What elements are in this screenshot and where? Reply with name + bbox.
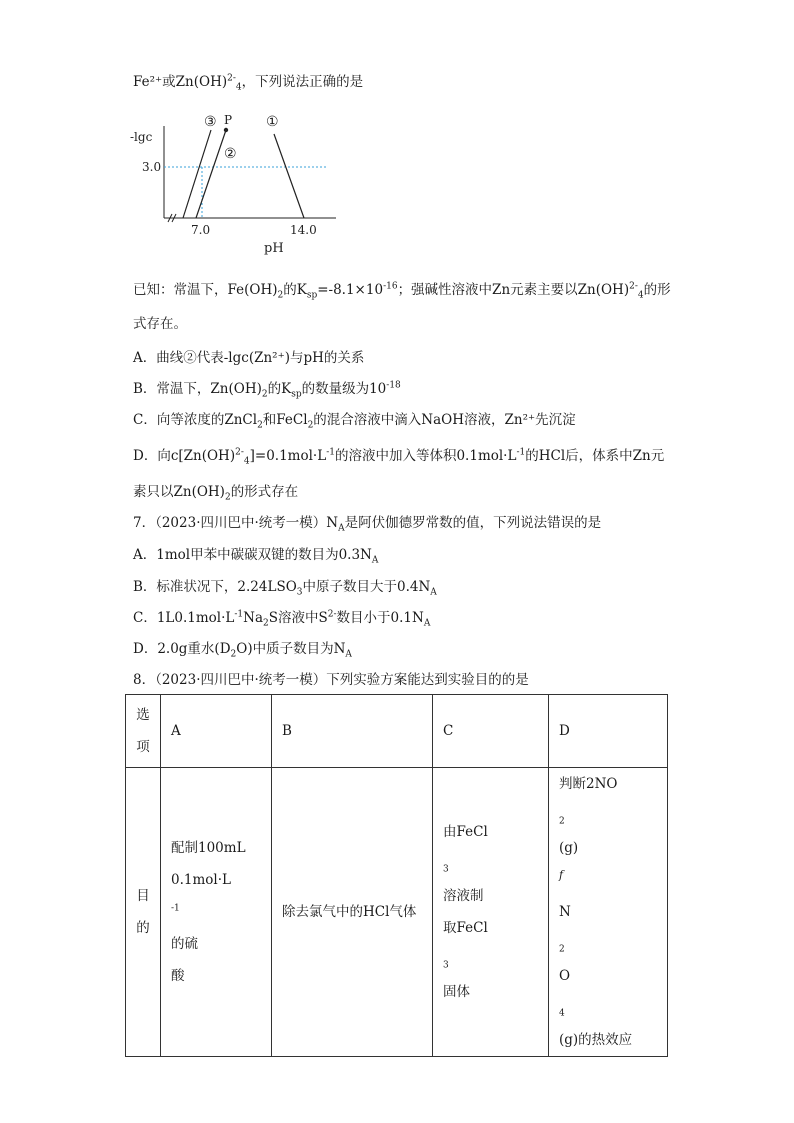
purpose-d-1: [559, 768, 657, 896]
purpose-d-2-post: (g)的热效应: [559, 1032, 633, 1048]
q6-option-c: [133, 410, 576, 430]
purpose-c-1-sub: 3: [443, 864, 449, 875]
q6c-sub-2: 2: [307, 420, 314, 431]
q6b-1: B．常温下，Zn(OH): [133, 381, 262, 397]
purpose-c-2-pre: 取FeCl: [443, 920, 488, 936]
purpose-d-1-pre: 判断2NO: [559, 776, 618, 792]
q7d-1: D．2.0g重水(D: [133, 641, 231, 657]
intro-line: [133, 72, 363, 92]
q6b-sup: -18: [386, 380, 401, 391]
q6d-sup-2: -1: [326, 447, 335, 458]
purpose-label-1: 目: [136, 888, 150, 904]
q7c-sup-1: -1: [234, 609, 244, 620]
q7c-sub-1: 2: [263, 618, 269, 629]
point-p-marker: [224, 128, 228, 132]
purpose-a-2-text: 0.1mol·L: [171, 872, 231, 888]
x-tick-14: 14.0: [290, 223, 317, 237]
purpose-a-3: 酸: [171, 968, 185, 984]
purpose-d-2-pre: N: [559, 904, 571, 920]
purpose-d-2: [559, 896, 657, 1056]
purpose-d-1-post: (g): [559, 840, 579, 856]
known-sup-1: -16: [383, 281, 398, 292]
q7c-1: C．1L0.1mol·L: [133, 610, 235, 626]
q6b-sub-2: sp: [291, 389, 302, 400]
q6-option-b: [133, 379, 401, 399]
purpose-c-1-pre: 由FeCl: [443, 824, 488, 840]
q6d-sub-1: 4: [243, 456, 250, 467]
q7-stem-sub: A: [338, 523, 345, 534]
q6d-sup-1: 2-: [235, 447, 244, 458]
q7d-sub-2: A: [345, 649, 352, 660]
purpose-d-1-sub: 2: [559, 816, 565, 827]
q7-stem-1: 7．（2023·四川巴中·统考一模）N: [133, 515, 339, 531]
q6-option-a: [133, 348, 364, 368]
q6c-2: 和FeCl: [262, 412, 308, 428]
intro-tail: ，下列说法正确的是: [241, 74, 364, 90]
intro-sup: 2-: [227, 73, 236, 84]
q7c-sub-2: A: [423, 618, 431, 629]
q6b-2: 的K: [267, 381, 292, 397]
x-tick-7: 7.0: [191, 223, 211, 237]
purpose-a-2-sup: -1: [171, 903, 180, 914]
purpose-c-2-post: 固体: [443, 984, 470, 1000]
q6d-sup-3: -1: [516, 447, 526, 458]
q6d-2: ]=0.1mol·L: [249, 448, 327, 464]
ph-concentration-figure: [128, 108, 348, 258]
purpose-b-cell: 除去氯气中的HCl气体: [272, 768, 433, 1057]
purpose-label-2: 的: [136, 920, 150, 936]
header-option-2: 项: [136, 739, 150, 755]
q7c-2: Na: [243, 610, 264, 626]
purpose-d-cell: [549, 768, 668, 1057]
y-axis-label: -lgc: [130, 130, 153, 144]
q8-stem: [133, 670, 529, 690]
known-line-2: [133, 314, 187, 334]
q7a-1: A．1mol甲苯中碳碳双键的数目为0.3N: [133, 547, 372, 563]
q7c-4: 数目小于0.1N: [336, 610, 424, 626]
purpose-d-2-mid: O: [559, 968, 571, 984]
q7-stem: [133, 513, 601, 533]
purpose-a-2-post: 的硫: [171, 936, 198, 952]
q7c-sup-2: 2-: [327, 609, 337, 620]
intro-lead: Fe²⁺或Zn(OH): [133, 74, 228, 90]
curve-1-line: [274, 134, 304, 218]
known-text-2: 的K: [283, 282, 307, 298]
purpose-a-cell: [161, 768, 272, 1057]
q7b-1: B．标准状况下，2.24LSO: [133, 579, 297, 595]
q8-options-table: [125, 694, 668, 1057]
q7-option-c: [133, 608, 430, 628]
known-text-1: 已知：常温下，Fe(OH): [133, 282, 278, 298]
purpose-c-2-sub: 3: [443, 960, 449, 971]
q6b-3: 的数量级为10: [301, 381, 387, 397]
purpose-c-1-post: 溶液制: [443, 888, 484, 904]
q7-option-d: [133, 639, 352, 659]
header-c: C: [433, 695, 549, 768]
curve-3-label: ③: [204, 114, 217, 130]
q6-option-d: [133, 446, 664, 466]
purpose-a-1: 配制100mL: [171, 840, 246, 856]
known-sub-2: sp: [306, 290, 318, 301]
q6c-3: 的混合溶液中滴入NaOH溶液，Zn²⁺先沉淀: [313, 412, 576, 428]
known-sub-3: 4: [637, 290, 644, 301]
q6c-sub-1: 2: [257, 420, 263, 431]
known-text-4: ；强碱性溶液中Zn元素主要以Zn(OH): [397, 282, 630, 298]
q7-option-b: [133, 577, 437, 597]
purpose-a-2: [171, 864, 261, 960]
q7b-2: 中原子数目大于0.4N: [302, 579, 431, 595]
purpose-c-1: [443, 816, 538, 912]
known-text-3: =-8.1×10: [317, 282, 384, 298]
q8-stem-text: 8．（2023·四川巴中·统考一模）下列实验方案能达到实验目的的是: [133, 672, 529, 688]
purpose-d-2-sub2: 4: [559, 1008, 565, 1019]
header-a: A: [161, 695, 272, 768]
q7b-sub-1: 3: [296, 587, 303, 598]
known-text-5: 的形: [643, 282, 671, 298]
curve-2-line: [196, 130, 226, 218]
curve-2-label: ②: [224, 146, 237, 162]
q6d-l2-1: 素只以Zn(OH): [133, 484, 225, 500]
purpose-label-cell: [126, 768, 161, 1057]
y-tick-3: 3.0: [142, 160, 162, 174]
header-d: D: [549, 695, 668, 768]
curve-1-label: ①: [266, 114, 279, 130]
q6d-l2-sub: 2: [224, 492, 231, 503]
q6c-1: C．向等浓度的ZnCl: [133, 412, 258, 428]
q6d-1: D．向c[Zn(OH): [133, 448, 236, 464]
q7d-2: O)中质子数目为N: [236, 641, 346, 657]
known-sub-1: 2: [277, 290, 284, 301]
q6d-4: 的HCl后，体系中Zn元: [525, 448, 665, 464]
curve-3-line: [183, 130, 211, 218]
intro-sub: 4: [235, 82, 242, 93]
q6b-sub-1: 2: [261, 389, 268, 400]
q6d-3: 的溶液中加入等体积0.1mol·L: [334, 448, 517, 464]
purpose-c-cell: [433, 768, 549, 1057]
q7a-sub: A: [371, 555, 379, 566]
header-option-1: 选: [136, 707, 150, 723]
q6d-l2-2: 的形式存在: [230, 484, 299, 500]
known-line-2-text: 式存在。: [133, 316, 187, 332]
header-b: B: [272, 695, 433, 768]
q7d-sub-1: 2: [230, 649, 237, 660]
known-sup-2: 2-: [629, 281, 638, 292]
q6-option-d-line-2: [133, 482, 298, 502]
table-purpose-row: [126, 768, 668, 1057]
q7-stem-2: 是阿伏伽德罗常数的值，下列说法错误的是: [344, 515, 602, 531]
q7c-3: S溶液中S: [268, 610, 328, 626]
point-p-label: P: [224, 113, 233, 127]
header-option-cell: [126, 695, 161, 768]
q6-option-a-text: A．曲线②代表-lgc(Zn²⁺)与pH的关系: [133, 350, 365, 366]
purpose-d-2-sub: 2: [559, 944, 565, 955]
purpose-d-1-f: f: [559, 868, 564, 882]
q7b-sub-2: A: [430, 587, 437, 598]
x-axis-label: pH: [264, 241, 284, 256]
table-header-row: [126, 695, 668, 768]
known-line-1: [133, 280, 671, 300]
purpose-c-2: [443, 912, 538, 1008]
q7-option-a: [133, 545, 378, 565]
